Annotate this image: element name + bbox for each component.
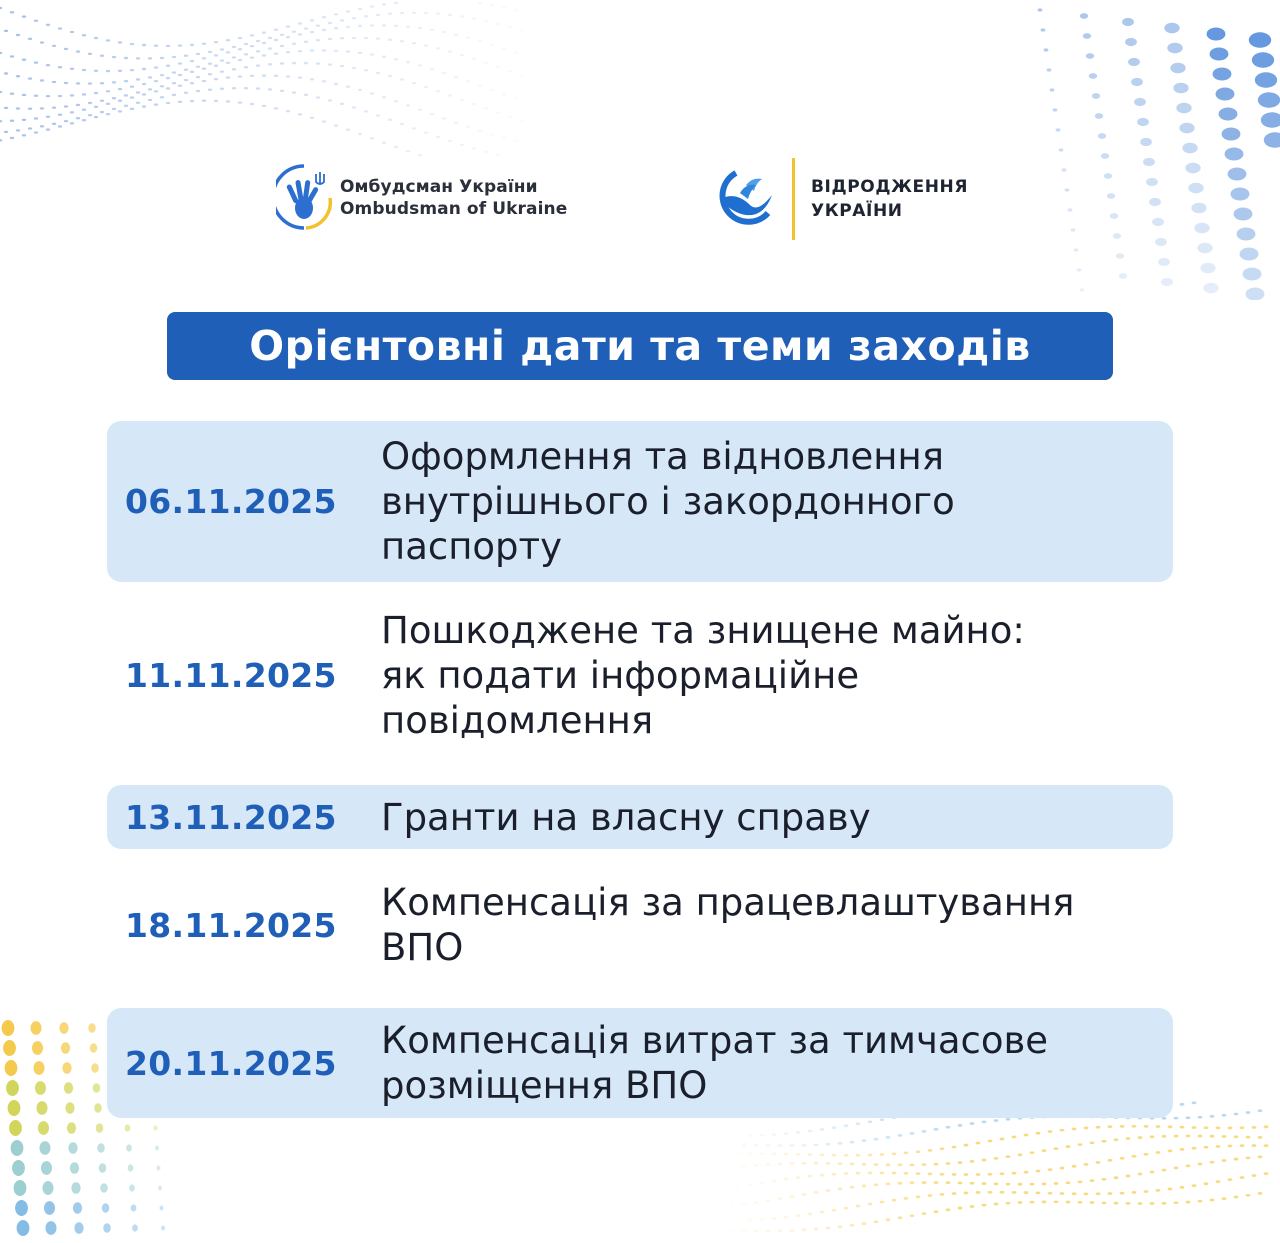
ombudsman-name-ua: Омбудсман України [340, 177, 538, 197]
partner-logos [0, 158, 1280, 248]
event-topic: Оформлення та відновлення внутрішнього і закордонного паспорту [381, 435, 955, 568]
event-date: 20.11.2025 [125, 1043, 337, 1083]
event-date: 06.11.2025 [125, 482, 337, 521]
event-row [107, 785, 1173, 849]
decorative-dots-top-right [1000, 0, 1280, 300]
dove-icon [706, 165, 778, 233]
vidrodzhennya-line1: ВІДРОДЖЕННЯ [811, 177, 969, 197]
decorative-dots-top-left [0, 0, 560, 160]
hand-trident-icon [276, 158, 334, 238]
ombudsman-name-en: Ombudsman of Ukraine [340, 199, 568, 219]
page-title-banner [167, 312, 1113, 380]
page-title: Орієнтовні дати та теми заходів [249, 322, 1031, 370]
event-topic: Пошкоджене та знищене майно: як подати інформаційне повідомлення [381, 608, 1025, 742]
event-row [107, 1008, 1173, 1118]
event-row [107, 421, 1173, 582]
event-topic: Гранти на власну справу [381, 795, 871, 839]
logo-divider [792, 158, 795, 240]
decorative-dots-bottom-right [720, 1100, 1280, 1243]
event-row [107, 600, 1173, 750]
event-date: 11.11.2025 [125, 655, 337, 695]
event-date: 18.11.2025 [125, 905, 337, 945]
ombudsman-logo [276, 158, 567, 238]
event-topic: Компенсація за працевлаштування ВПО [381, 881, 1075, 969]
event-row [107, 875, 1173, 975]
event-date: 13.11.2025 [125, 797, 337, 837]
vidrodzhennya-line2: УКРАЇНИ [811, 201, 903, 221]
vidrodzhennya-logo [706, 158, 968, 240]
event-topic: Компенсація витрат за тимчасове розміщення ВПО [381, 1019, 1049, 1107]
